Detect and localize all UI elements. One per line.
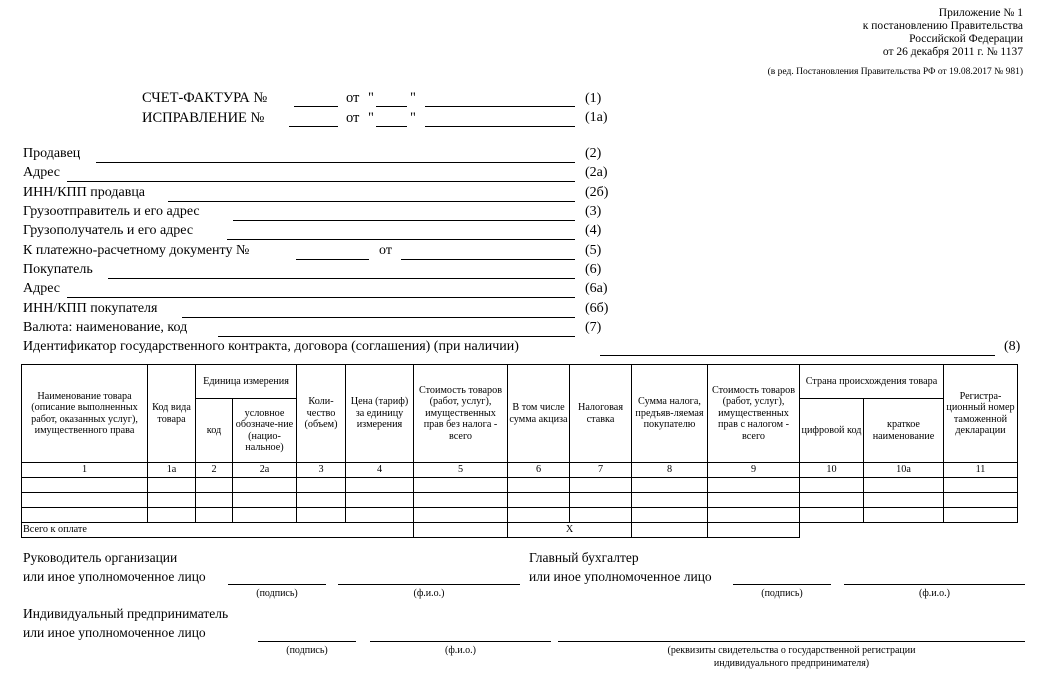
col-num: 2 bbox=[196, 463, 233, 478]
quote-close: " bbox=[410, 90, 416, 106]
num-2b: (2б) bbox=[585, 185, 609, 200]
ip-details-caption-2: индивидуального предпринимателя) bbox=[713, 658, 870, 669]
column-number-row bbox=[22, 463, 1018, 478]
col-num: 10 bbox=[800, 463, 864, 478]
col-num: 4 bbox=[346, 463, 414, 478]
num-1: (1) bbox=[585, 91, 602, 106]
invoice-date-field[interactable] bbox=[425, 106, 575, 107]
col-header-cost-with-tax: Стоимость товаров (работ, услуг), имущественных прав с налогом - всего bbox=[708, 365, 800, 463]
col-header-country-code: цифровой код bbox=[800, 399, 864, 463]
num-6a: (6а) bbox=[585, 281, 608, 296]
quote-open: " bbox=[368, 90, 374, 106]
col-header-country: Страна происхождения товара bbox=[800, 365, 944, 399]
buyer-address-label: Адрес bbox=[23, 281, 61, 296]
accountant-label-2: или иное уполномоченное лицо bbox=[529, 569, 712, 584]
col-num: 11 bbox=[944, 463, 1018, 478]
num-8: (8) bbox=[1004, 339, 1021, 354]
payment-doc-from-label: от bbox=[379, 243, 392, 258]
col-header-tax: Сумма налога, предъяв-ляемая покупателю bbox=[632, 365, 708, 463]
head-label-1: Руководитель организации bbox=[23, 550, 178, 565]
col-num: 9 bbox=[708, 463, 800, 478]
seller-label: Продавец bbox=[23, 146, 81, 161]
buyer-field[interactable] bbox=[108, 278, 575, 279]
num-1a: (1а) bbox=[585, 110, 608, 125]
contract-id-field[interactable] bbox=[600, 355, 995, 356]
buyer-inn-field[interactable] bbox=[182, 317, 575, 318]
accountant-sign-caption: (подпись) bbox=[761, 588, 803, 599]
accountant-signature-field[interactable] bbox=[733, 584, 831, 585]
head-label-2: или иное уполномоченное лицо bbox=[23, 569, 206, 584]
consignee-field[interactable] bbox=[227, 239, 575, 240]
num-2: (2) bbox=[585, 146, 602, 161]
num-4: (4) bbox=[585, 223, 602, 238]
table-row[interactable] bbox=[22, 493, 1018, 508]
invoice-day-field[interactable] bbox=[376, 106, 407, 107]
ip-sign-caption: (подпись) bbox=[286, 645, 328, 656]
col-num: 2а bbox=[233, 463, 297, 478]
correction-from-label: от bbox=[346, 110, 360, 126]
correction-number-field[interactable] bbox=[289, 126, 338, 127]
num-6b: (6б) bbox=[585, 301, 609, 316]
invoice-table bbox=[21, 364, 1018, 538]
header-line-2: к постановлению Правительства bbox=[862, 20, 1023, 32]
total-cost-no-tax[interactable] bbox=[414, 523, 508, 538]
table-row[interactable] bbox=[22, 478, 1018, 493]
col-num: 10а bbox=[864, 463, 944, 478]
invoice-number-field[interactable] bbox=[294, 106, 338, 107]
ip-details-caption-1: (реквизиты свидетельства о государственной регистрации bbox=[667, 645, 916, 656]
col-header-unit-code: код bbox=[196, 399, 233, 463]
col-num: 5 bbox=[414, 463, 508, 478]
seller-address-label: Адрес bbox=[23, 165, 61, 180]
currency-field[interactable] bbox=[218, 336, 575, 337]
num-5: (5) bbox=[585, 243, 602, 258]
seller-inn-field[interactable] bbox=[168, 201, 575, 202]
consignee-label: Грузополучатель и его адрес bbox=[23, 223, 194, 238]
total-cost-with-tax[interactable] bbox=[708, 523, 800, 538]
total-x-mark: X bbox=[508, 523, 632, 538]
shipper-label: Грузоотправитель и его адрес bbox=[23, 204, 200, 219]
seller-address-field[interactable] bbox=[67, 181, 575, 182]
correction-date-field[interactable] bbox=[425, 126, 575, 127]
accountant-fio-field[interactable] bbox=[844, 584, 1025, 585]
ip-label-2: или иное уполномоченное лицо bbox=[23, 625, 206, 640]
quote-open: " bbox=[368, 110, 374, 126]
col-header-unit-name: условное обозначе-ние (нацио-нальное) bbox=[233, 399, 297, 463]
col-num: 6 bbox=[508, 463, 570, 478]
col-header-country-name: краткое наименование bbox=[864, 399, 944, 463]
invoice-from-label: от bbox=[346, 90, 360, 106]
correction-title: ИСПРАВЛЕНИЕ № bbox=[142, 110, 265, 126]
num-6: (6) bbox=[585, 262, 602, 277]
col-header-excise: В том числе сумма акциза bbox=[508, 365, 570, 463]
ip-label-1: Индивидуальный предприниматель bbox=[23, 606, 229, 621]
num-2a: (2а) bbox=[585, 165, 608, 180]
header-line-4: от 26 декабря 2011 г. № 1137 bbox=[882, 46, 1023, 58]
num-3: (3) bbox=[585, 204, 602, 219]
col-num: 1а bbox=[148, 463, 196, 478]
contract-id-label: Идентификатор государственного контракта, договора (соглашения) (при наличии) bbox=[23, 339, 519, 354]
ip-fio-caption: (ф.и.о.) bbox=[445, 645, 476, 656]
ip-fio-field[interactable] bbox=[370, 641, 551, 642]
seller-inn-label: ИНН/КПП продавца bbox=[23, 185, 146, 200]
col-num: 8 bbox=[632, 463, 708, 478]
currency-label: Валюта: наименование, код bbox=[23, 320, 188, 335]
header-line-1: Приложение № 1 bbox=[938, 7, 1023, 19]
col-header-customs: Регистра-ционный номер таможенной декларации bbox=[944, 365, 1018, 463]
accountant-fio-caption: (ф.и.о.) bbox=[919, 588, 950, 599]
total-label: Всего к оплате bbox=[22, 523, 414, 538]
header-appendix bbox=[863, 7, 1023, 59]
head-fio-field[interactable] bbox=[338, 584, 520, 585]
col-num: 1 bbox=[22, 463, 148, 478]
payment-doc-label: К платежно-расчетному документу № bbox=[23, 243, 250, 258]
buyer-inn-label: ИНН/КПП покупателя bbox=[23, 301, 158, 316]
col-header-kind-code: Код вида товара bbox=[148, 365, 196, 463]
col-num: 7 bbox=[570, 463, 632, 478]
total-tax[interactable] bbox=[632, 523, 708, 538]
accountant-label-1: Главный бухгалтер bbox=[529, 550, 639, 565]
payment-doc-number-field[interactable] bbox=[296, 259, 369, 260]
head-sign-caption: (подпись) bbox=[256, 588, 298, 599]
head-fio-caption: (ф.и.о.) bbox=[413, 588, 445, 599]
col-header-qty: Коли-чество (объем) bbox=[297, 365, 346, 463]
buyer-address-field[interactable] bbox=[67, 297, 575, 298]
header-line-3: Российской Федерации bbox=[909, 33, 1023, 45]
invoice-title: СЧЕТ-ФАКТУРА № bbox=[142, 90, 268, 106]
col-header-name: Наименование товара (описание выполненных работ, оказанных услуг), имущественного права bbox=[22, 365, 148, 463]
col-num: 3 bbox=[297, 463, 346, 478]
num-7: (7) bbox=[585, 320, 602, 335]
head-signature-field[interactable] bbox=[228, 584, 326, 585]
shipper-field[interactable] bbox=[233, 220, 575, 221]
quote-close: " bbox=[410, 110, 416, 126]
table-row[interactable] bbox=[22, 508, 1018, 523]
col-header-price: Цена (тариф) за единицу измерения bbox=[346, 365, 414, 463]
payment-doc-date-field[interactable] bbox=[401, 259, 575, 260]
ip-details-field[interactable] bbox=[558, 641, 1025, 642]
buyer-label: Покупатель bbox=[23, 262, 93, 277]
ip-signature-field[interactable] bbox=[258, 641, 356, 642]
col-header-rate: Налоговая ставка bbox=[570, 365, 632, 463]
header-edition: (в ред. Постановления Правительства РФ от 19.08.2017 № 981) bbox=[767, 67, 1023, 77]
total-row bbox=[22, 523, 1018, 538]
seller-field[interactable] bbox=[96, 162, 575, 163]
col-header-unit: Единица измерения bbox=[196, 365, 297, 399]
col-header-cost-no-tax: Стоимость товаров (работ, услуг), имущественных прав без налога - всего bbox=[414, 365, 508, 463]
correction-day-field[interactable] bbox=[376, 126, 407, 127]
